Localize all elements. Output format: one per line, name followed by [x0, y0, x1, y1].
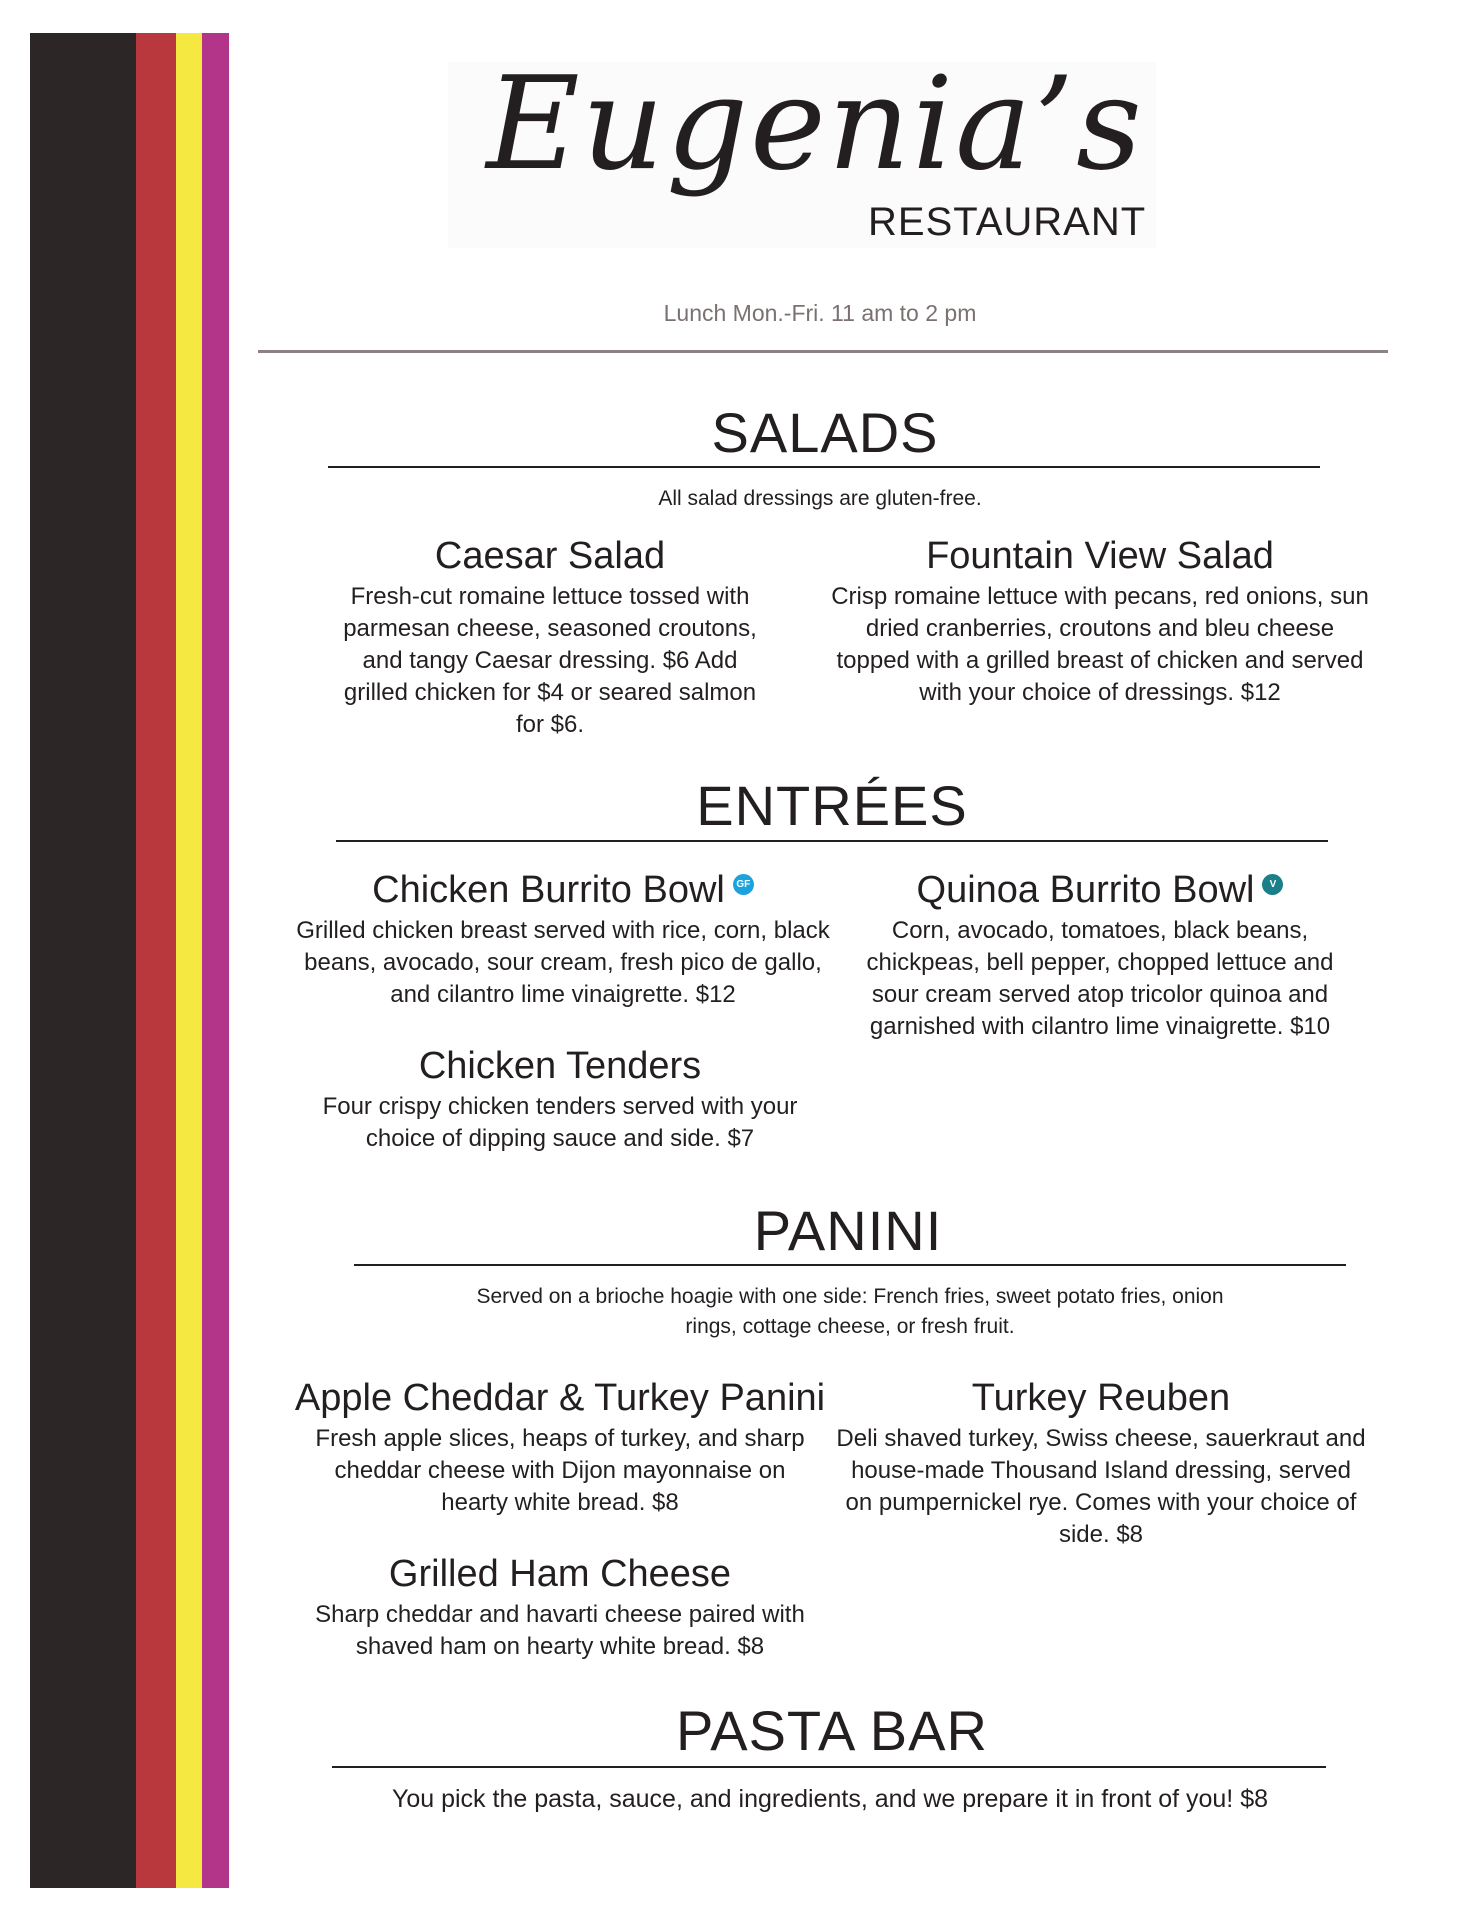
- menu-item-caesar-salad: [330, 532, 770, 741]
- stripe-magenta: [202, 33, 229, 1888]
- item-name: Apple Cheddar & Turkey Panini: [294, 1377, 826, 1419]
- section-title-salads: SALADS: [711, 401, 939, 464]
- item-name: Grilled Ham Cheese: [388, 1553, 732, 1595]
- section-rule-salads: [328, 466, 1320, 468]
- salads-note: All salad dressings are gluten-free.: [658, 487, 982, 510]
- item-name: [294, 866, 832, 914]
- menu-item-chicken-tenders: [305, 1042, 815, 1155]
- logo-script-name: Eugenia’s: [486, 50, 1144, 199]
- item-name-text: Chicken Burrito Bowl: [372, 869, 725, 911]
- item-description: Four crispy chicken tenders served with your choice of dipping sauce and side. $7: [322, 1093, 798, 1152]
- panini-note: Served on a brioche hoagie with one side: French fries, sweet potato fries, onion rings, cottage cheese, or fresh fruit.: [476, 1285, 1224, 1338]
- item-name: Chicken Tenders: [418, 1045, 702, 1087]
- logo-subtitle: RESTAURANT: [868, 200, 1147, 244]
- section-title-panini: PANINI: [753, 1199, 943, 1262]
- stripe-red: [136, 33, 176, 1888]
- stripe-black: [30, 33, 136, 1888]
- section-rule-panini: [354, 1264, 1346, 1266]
- menu-item-fountain-view-salad: [828, 532, 1372, 709]
- menu-item-chicken-burrito-bowl: [294, 866, 832, 1011]
- item-name: Fountain View Salad: [926, 535, 1274, 577]
- section-rule-entrees: [336, 840, 1328, 842]
- item-name: [848, 866, 1352, 914]
- menu-item-quinoa-burrito-bowl: [848, 866, 1352, 1043]
- section-title-entrees: ENTRÉES: [696, 774, 968, 837]
- header-divider: [258, 350, 1388, 353]
- pasta-bar-note: You pick the pasta, sauce, and ingredients, and we prepare it in front of you! $8: [391, 1785, 1269, 1813]
- item-name: Turkey Reuben: [971, 1377, 1231, 1419]
- menu-item-grilled-ham-cheese: [298, 1550, 822, 1663]
- item-description: Fresh apple slices, heaps of turkey, and sharp cheddar cheese with Dijon mayonnaise on hearty white bread. $8: [315, 1425, 805, 1516]
- item-name: Caesar Salad: [434, 535, 666, 577]
- vegetarian-badge-icon: V: [1262, 874, 1283, 895]
- stripe-yellow: [176, 33, 202, 1888]
- item-description: Grilled chicken breast served with rice, corn, black beans, avocado, sour cream, fresh pico de gallo, and cilantro lime vinaigrette. $12: [296, 917, 830, 1008]
- item-description: Fresh-cut romaine lettuce tossed with parmesan cheese, seasoned croutons, and tangy Caesar dressing. $6 Add grilled chicken for $4 or seared salmon for $6.: [343, 583, 757, 738]
- lunch-hours: Lunch Mon.-Fri. 11 am to 2 pm: [663, 300, 977, 326]
- gluten-free-badge-icon: GF: [733, 874, 754, 895]
- item-description: Deli shaved turkey, Swiss cheese, sauerkraut and house-made Thousand Island dressing, served on pumpernickel rye. Comes with your choice of side. $8: [836, 1425, 1366, 1548]
- menu-item-apple-cheddar-turkey-panini: [280, 1374, 840, 1519]
- menu-item-turkey-reuben: [836, 1374, 1366, 1551]
- item-description: Corn, avocado, tomatoes, black beans, chickpeas, bell pepper, chopped lettuce and sour cream served atop tricolor quinoa and garnished with cilantro lime vinaigrette. $10: [866, 917, 1334, 1040]
- section-rule-pasta-bar: [332, 1766, 1326, 1768]
- item-description: Crisp romaine lettuce with pecans, red onions, sun dried cranberries, croutons and bleu cheese topped with a grilled breast of chicken and served with your choice of dressings. $12: [831, 583, 1369, 706]
- section-title-pasta-bar: PASTA BAR: [676, 1699, 988, 1762]
- item-description: Sharp cheddar and havarti cheese paired with shaved ham on hearty white bread. $8: [315, 1601, 805, 1660]
- item-name-text: Quinoa Burrito Bowl: [916, 869, 1255, 911]
